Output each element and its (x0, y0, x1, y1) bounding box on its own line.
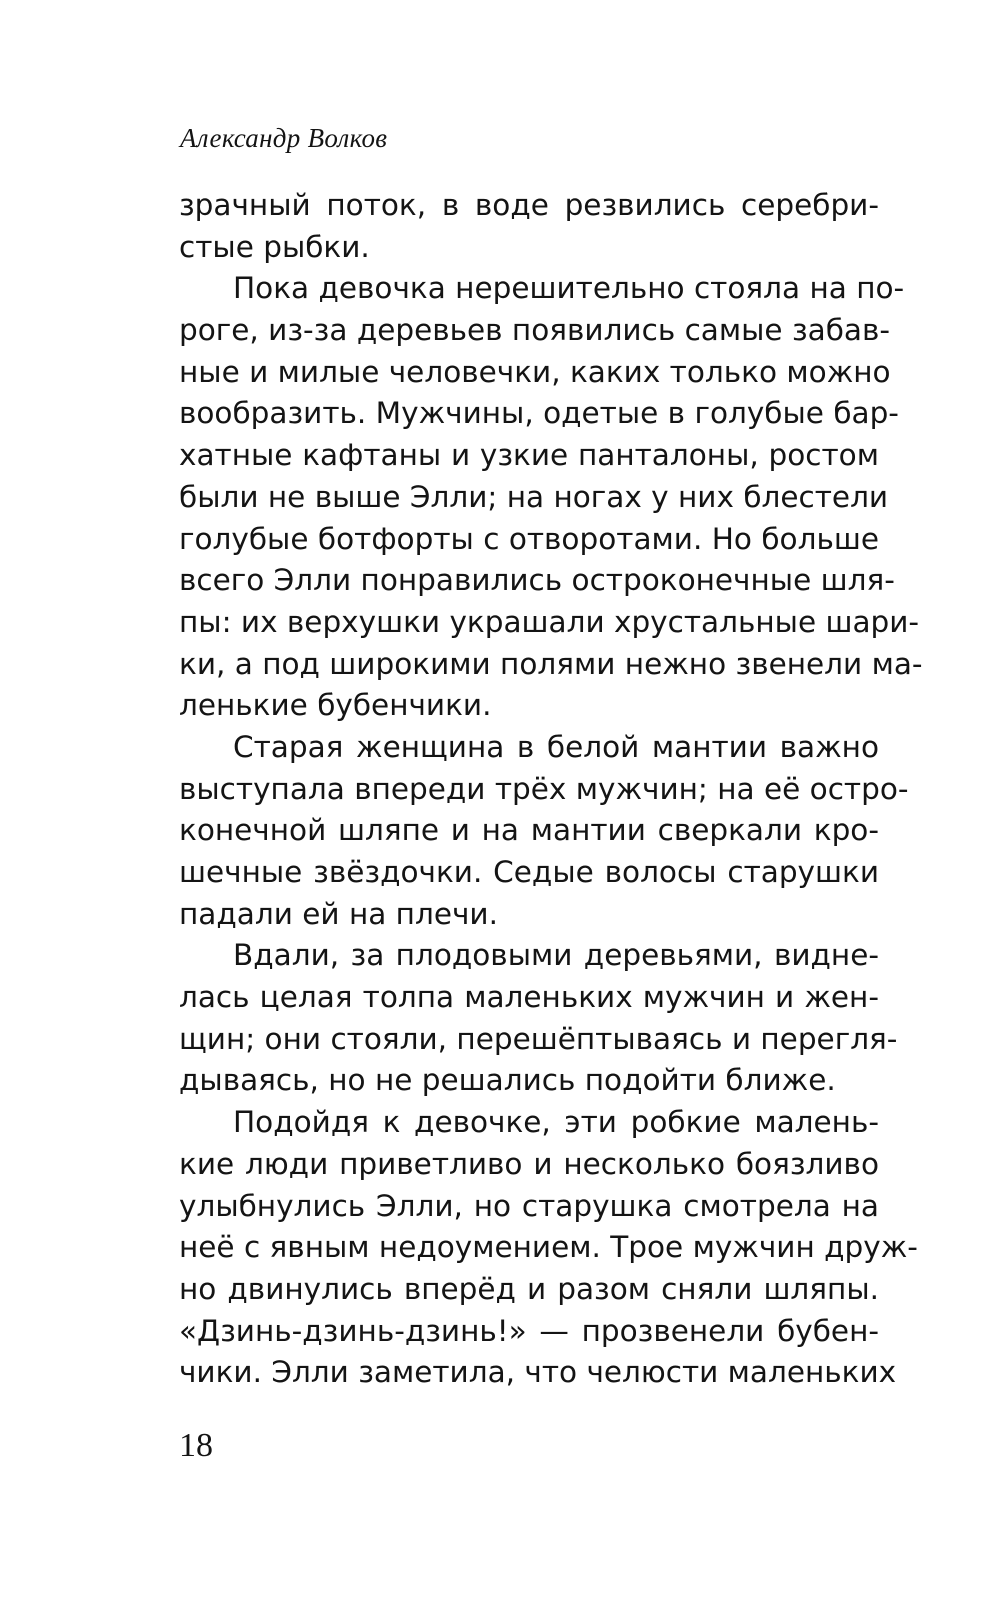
text-line: дываясь, но не решались подойти ближе. (179, 1063, 836, 1098)
text-line: Старая женщина в белой мантии важно (233, 729, 879, 764)
text-line: ленькие бубенчики. (179, 688, 492, 723)
text-line: стые рыбки. (179, 229, 370, 264)
paragraph (179, 727, 909, 935)
text-line: чики. Элли заметила, что челюсти маленьких (179, 1355, 897, 1390)
text-line: были не выше Элли; на ногах у них блестели (179, 479, 889, 514)
page-number: 18 (179, 1427, 213, 1464)
text-line: но двинулись вперёд и разом сняли шляпы. (179, 1271, 879, 1306)
running-head-author: Александр Волков (180, 123, 388, 153)
text-line: роге, из-за деревьев появились самые забав- (179, 313, 891, 348)
text-line: выступала впереди трёх мужчин; на её остро- (179, 771, 909, 806)
paragraph (179, 1102, 918, 1394)
text-line: лась целая толпа маленьких мужчин и жен- (179, 980, 879, 1015)
text-line: улыбнулись Элли, но старушка смотрела на (179, 1188, 879, 1223)
text-line: щин; они стояли, перешёптываясь и перегля- (179, 1021, 898, 1056)
text-line: Подойдя к девочке, эти робкие малень- (233, 1105, 879, 1140)
paragraph (179, 185, 879, 268)
text-line: конечной шляпе и на мантии сверкали кро- (179, 813, 879, 848)
text-line: зрачный поток, в воде резвились серебри- (179, 188, 879, 222)
text-line: Пока девочка нерешительно стояла на по- (233, 271, 905, 306)
text-line: Вдали, за плодовыми деревьями, видне- (233, 938, 879, 973)
text-line: ные и милые человечки, каких только можно (179, 354, 891, 389)
text-line: пы: их верхушки украшали хрустальные шари- (179, 604, 920, 639)
text-line: «Дзинь-дзинь-дзинь!» — прозвенели бубен- (179, 1313, 879, 1348)
text-line: хатные кафтаны и узкие панталоны, ростом (179, 438, 879, 473)
text-line: ки, а под широкими полями нежно звенели ма- (179, 646, 923, 681)
body-text (179, 185, 923, 1394)
text-line: неё с явным недоумением. Трое мужчин друж- (179, 1230, 918, 1265)
text-line: всего Элли понравились остроконечные шля- (179, 563, 895, 598)
text-line: голубые ботфорты с отворотами. Но больше (179, 521, 879, 556)
text-line: вообразить. Мужчины, одетые в голубые бар- (179, 396, 899, 431)
text-line: падали ей на плечи. (179, 896, 498, 931)
paragraph (179, 268, 923, 727)
text-line: шечные звёздочки. Седые волосы старушки (179, 855, 879, 889)
paragraph (179, 935, 898, 1102)
text-line: кие люди приветливо и несколько боязливо (179, 1146, 879, 1181)
